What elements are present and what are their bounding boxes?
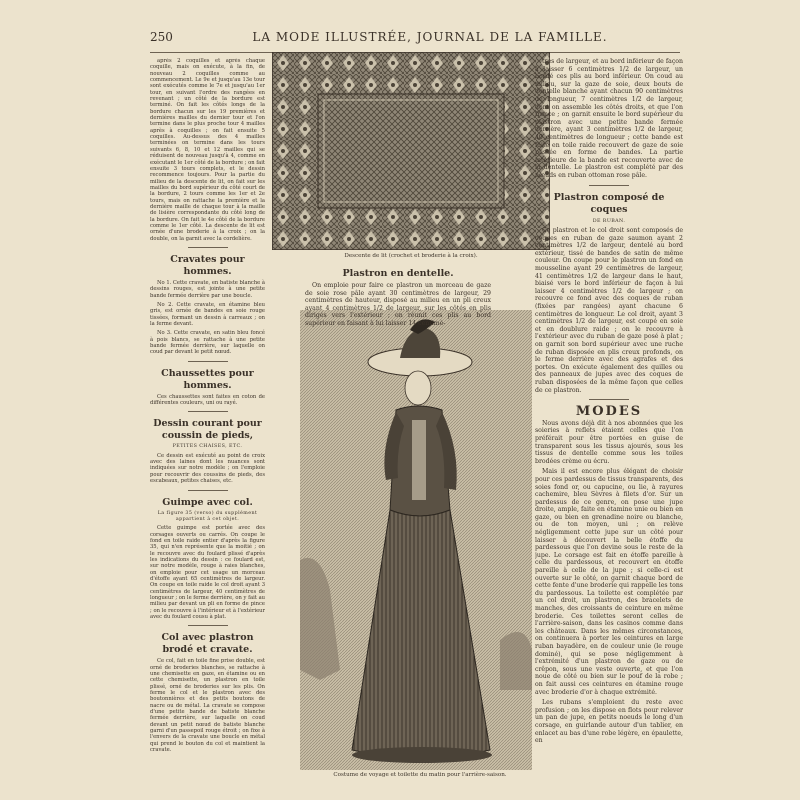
journal-title: LA MODE ILLUSTRÉE, JOURNAL DE LA FAMILLE. [252, 30, 608, 44]
plastron-coques-heading: Plastron composé de coques [553, 191, 665, 215]
fashion-plate-illustration [300, 310, 532, 770]
guimpe-p: Cette guimpe est portée avec des corsages ouverts ou carrés. On coupe le fond en toile raide entier d'après la figure 35, qui n'en représente que la moitié ; on le recouvre avec du foulard plissé d'après les indications du dessin : ce foulard est, sur notre modèle, rouge à raies blanches, on emploie pour cet usage un morceau d'étoffe ayant 65 centimètres de largeur. On coupe en toile raide le col droit ayant 3 centimètres de largeur, 40 centimètres de longueur ; on le ferme derrière, on y fait au milieu par devant un pli en forme de pince ; on le recouvre à l'intérieur et à l'extérieur avec du foulard cousu à plat. [150, 525, 265, 620]
text-column-right [535, 58, 683, 748]
plastron-dentelle-p: On emploie pour faire ce plastron un morceau de gaze de soie rose pâle ayant 30 centimètres de largeur, 29 centimètres de hauteur, disposé au milieu en un pli creux ayant 4 centimètres 1/2 de largeur, sur les côtés en plis dirigés vers l'extérieur ; on réunit ces plis au bord supérieur en faisant à lui laisser 14 centimè- [305, 282, 491, 327]
plastron-dentelle-heading: Plastron en dentelle. [342, 268, 454, 279]
lace-rug-illustration [272, 52, 550, 250]
modes-p3: Les rubans s'emploient du reste avec profusion ; on les dispose en flots pour relever un pan de jupe, en petits noeuds le long d'un corsage, en guirlande autour d'un tablier, en enlacet au bas d'une robe légère, en épaulette, en [535, 699, 683, 745]
col1-intro: après 2 coquilles et après chaque coquille, mais on exécute, à la fin, de nouveau 2 coquilles comme au commencement. Le 9e et jusqu'au 13e tour sont exécutés comme le 7e et jusqu'au 1er tour, en suivant l'ordre des rangées en revenant ; un côté de la bordure est terminé. On fait les côtés longs de la bordure chacun sur les 19 premières et dernières mailles du dernier tour et l'on termine dans le plus proche tour 4 mailles après à coquilles ; on fait ensuite 5 coquilles. Au-dessus des 4 mailles terminées on termine dans les tours suivants 6, 8, 10 et 12 mailles qui se réduisent de nouveau jusqu'à 4, comme en exécutant le 1er côté de la bordure ; on fait ensuite 3 tours complets, et le dessin recommence toujours. Pour la partie du milieu de la descente de lit, on fait sur les mailles du bord supérieur du côté court de la bordure, 2 tours comme les 1er et 2e tours, mais on rattache la première et la dernière maille de chaque tour à la maille de lisière correspondante du côté long de la bordure. On fait le 4e côté de la bordure comme le 1er côté. La descente de lit est ornée d'une broderie à la croix ; on la double, on la garnit avec la cordelière. [150, 58, 265, 242]
dessin-heading: Dessin courant pour coussin de pieds, [153, 418, 262, 442]
chaussettes-heading: Chaussettes pour hommes. [161, 367, 254, 391]
fashion-caption: Costume de voyage et toilette du matin pour l'arrière-saison. [333, 772, 507, 778]
section-rule [188, 361, 228, 362]
cravates-p3: No 3. Cette cravate, en satin bleu foncé à pois blancs, se rattache à une petite bande fermée derrière, sur laquelle on coud par devant le petit nœud. [150, 330, 265, 356]
section-rule [589, 399, 629, 400]
plastron-coques-p: Ce plastron et le col droit sont composés de coques en ruban de gaze saumon ayant 2 centimètres 1/2 de largeur, dentelé au bord extérieur, tissé de bandes de satin de même couleur. On coupe pour le plastron un fond en mousseline ayant 29 centimètres de largeur, 41 centimètres 1/2 de largeur dans le haut, biaisé vers le bord inférieur de façon à lui laisser 4 centimètres 1/2 de largeur ; on recouvre ce fond avec des coques de ruban (fixées par rangées) ayant chacune 6 centimètres de longueur. Le col droit, ayant 3 centimètres 1/2 de largeur, est coupé en soie et en doublure raide ; on le recouvre à l'extérieur avec du ruban de gaze posé à plat ; on garnit son bord supérieur avec une ruche de ruban disposée en plis creux profonds, on le ferme derrière avec des agrafes et des portes. On exécute également des quilles ou des panneaux de jupes avec des coques de ruban disposées de la même façon que celles de ce plastron. [535, 227, 683, 394]
col-plastron-heading: Col avec plastron brodé et cravate. [161, 632, 254, 656]
text-column-middle [305, 262, 491, 331]
section-rule [589, 185, 629, 186]
lace-caption: Descente de lit (crochet et broderie à la croix). [344, 253, 478, 259]
section-rule [188, 625, 228, 626]
cravates-p2: No 2. Cette cravate, en étamine bleu gris, est ornée de bandes en soie rouge tissées, formant un dessin à carreaux ; on la ferme devant. [150, 302, 265, 328]
modes-heading: MODES [575, 404, 643, 420]
chaussettes-p: Ces chaussettes sont faites en coton de différentes couleurs, uni ou rayé. [150, 393, 265, 407]
dessin-p: Ce dessin est exécuté au point de croix avec des laines dont les nuances sont indiquées sur notre modèle ; on l'emploie pour recouvrir des coussins de pieds, des escabeaux, petites chaises, etc. [150, 452, 265, 485]
guimpe-subheading: La figure 35 (verso) du supplément appartient à cet objet. [157, 510, 258, 522]
cravates-heading: Cravates pour hommes. [170, 253, 245, 277]
dessin-subheading: PETITES CHAISES, ETC. [172, 444, 243, 450]
page-header [150, 30, 680, 53]
page-number: 250 [150, 30, 173, 44]
text-column-left [150, 58, 265, 757]
cravates-p1: No 1. Cette cravate, en batiste blanche à dessins rouges, est jointe à une petite bande fermée derrière par une boucle. [150, 279, 265, 299]
modes-p2: Mais il est encore plus élégant de choisir pour ces pardessus de tissus transparents, des soies fond or, ou capucine, ou lie, à rayures cachemire, bleu Sèvres à filets d'or. Sur un pardessus de ce genre, on pose une jupe droite, ample, faite en étamine unie ou bien en gaze, ou bien en grenadine noire ou blanche, ou de ton moyen, uni ; on relève négligemment cette jupe sur un côté pour laisser à découvert la belle étoffe du pardessous que l'on devine sous le reste de la jupe. Le corsage est fait en étoffe pareille à celle du pardessous, et recouvert en étoffe pareille à celle de la jupe ; si celle-ci est ouverte sur le côté, on garnit chaque bord de cette fente d'une broderie qui rappelle les tons du pardessous. La toilette est complétée par un col droit, un plastron, des bracelets de manches, des croissants de ceinture en même broderie. Ces toilettes seront celles de l'arrière-saison, dans les casinos comme dans les châteaux. Dans les mêmes circonstances, on continuera à porter les ceintures en large ruban bayadère, en de couleur unie (le rouge dominé), qui se pose négligemment à l'extrémité d'un plastron de gaze ou de crêpon, sous une veste ouverte, et que l'on noue de côté ou bien sur le pouf de la robe ; on fait aussi ces ceintures en étamine rouge avec broderie d'or à chaque extrémité. [535, 468, 683, 696]
guimpe-heading: Guimpe avec col. [162, 496, 253, 508]
section-rule [188, 411, 228, 412]
section-rule [188, 490, 228, 491]
plastron-coques-subheading: DE RUBAN. [592, 218, 626, 224]
section-rule [188, 247, 228, 248]
modes-p1: Nous avons déjà dit à nos abonnées que les soieries à reflets étaient celles que l'on préférait pour être portées en guise de transparent sous les tissus ajourés, sous les tissus de dentelle comme sous les toiles brodées crème ou écru. [535, 419, 683, 465]
col-plastron-p: Ce col, fait en toile fine prise double, est orné de broderies blanches, se rattache à une chemisette en gaze, en étamine ou en cette chemisette, un plastron en toile plissé, orné de broderies sur les plis. On ferme le col et le plastron avec des boutonnières et des petits boutons de nacre ou de métal. La cravate se compose d'une petite bande de batiste blanche fermée derrière, sur laquelle on coud devant un petit nœud de batiste blanche garni d'un passepoil rouge étroit ; on fixe à l'envers de la cravate une boucle en métal qui prend le bouton du col et maintient la cravate. [150, 658, 265, 754]
col3-intro: tres de largeur, et au bord inférieur de façon à laisser 6 centimètres 1/2 de largeur, un bordé ces plis au bord inférieur. On coud au milieu, sur la gaze de soie, deux bouts de dentelle blanche ayant chacun 90 centimètres de longueur, 7 centimètres 1/2 de largeur, dont on assemble les côtés droits, et que l'on fronce ; on garnit ensuite le bord supérieur du plastron avec une petite bande fermée derrière, ayant 3 centimètres 1/2 de largeur, 40 centimètres de longueur ; cette bande est faite en toile raide recouvert de gaze de soie plissée en forme de bandes. La partie intérieure de la bande est recouverte avec de la dentelle. Le plastron est complété par des nœuds en ruban ottoman rose pâle. [535, 58, 683, 179]
